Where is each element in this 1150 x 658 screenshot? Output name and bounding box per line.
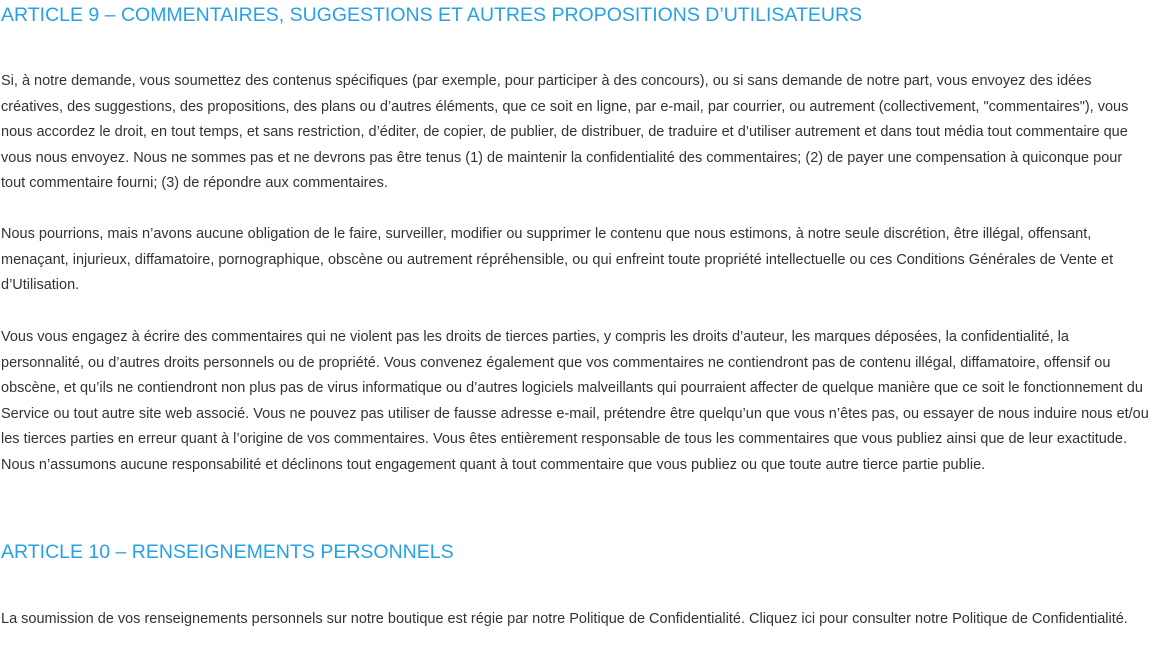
article-10-paragraph-1: La soumission de vos renseignements personnels sur notre boutique est régie par notre Politique de Confidentialité. Cliquez ici pour consulter notre Politique de Confidentialité. bbox=[1, 611, 1128, 627]
article-9-paragraph-1: Si, à notre demande, vous soumettez des contenus spécifiques (par exemple, pour participer à des concours), ou si sans demande de notre part, vous envoyez des idées créatives, des suggestions, des propositions, des plans ou d’autres éléments, que ce soit en ligne, par e-mail, par courrier, ou autrement (collectivement, "commentaires"), vous nous accordez le droit, en tout temps, et sans restriction, d’éditer, de copier, de publier, de distribuer, de traduire et d’utiliser autrement et dans tout média tout commentaire que vous nous envoyez. Nous ne sommes pas et ne devrons pas être tenus (1) de maintenir la confidentialité des commentaires; (2) de payer une compensation à quiconque pour tout commentaire fourni; (3) de répondre aux commentaires. bbox=[1, 73, 1129, 192]
article-10-heading: ARTICLE 10 – RENSEIGNEMENTS PERSONNELS bbox=[1, 541, 454, 563]
article-9-paragraph-2: Nous pourrions, mais n’avons aucune obligation de le faire, surveiller, modifier ou supprimer le contenu que nous estimons, à notre seule discrétion, être illégal, offensant, menaçant, injurieux, diffamatoire, pornographique, obscène ou autrement répréhensible, ou qui enfreint toute propriété intellectuelle ou ces Conditions Générales de Vente et d’Utilisation. bbox=[1, 226, 1114, 294]
article-9-paragraph-3: Vous vous engagez à écrire des commentaires qui ne violent pas les droits de tierces parties, y compris les droits d’auteur, les marques déposées, la confidentialité, la personnalité, ou d’autres droits personnels ou de propriété. Vous convenez également que vos commentaires ne contiendront pas de contenu illégal, diffamatoire, offensif ou obscène, et qu’ils ne contiendront non plus pas de virus informatique ou d’autres logiciels malveillants qui pourraient affecter de quelque manière que ce soit le fonctionnement du Service ou tout autre site web associé. Vous ne pouvez pas utiliser de fausse adresse e-mail, prétendre être quelqu’un que vous n’êtes pas, ou essayer de nous induire nous et/ou les tierces parties en erreur quant à l’origine de vos commentaires. Vous êtes entièrement responsable de tous les commentaires que vous publiez ainsi que de leur exactitude. Nous n’assumons aucune responsabilité et déclinons tout engagement quant à tout commentaire que vous publiez ou que toute autre tierce partie publie. bbox=[1, 329, 1149, 473]
article-9-heading: ARTICLE 9 – COMMENTAIRES, SUGGESTIONS ET AUTRES PROPOSITIONS D’UTILISATEURS bbox=[1, 4, 863, 26]
